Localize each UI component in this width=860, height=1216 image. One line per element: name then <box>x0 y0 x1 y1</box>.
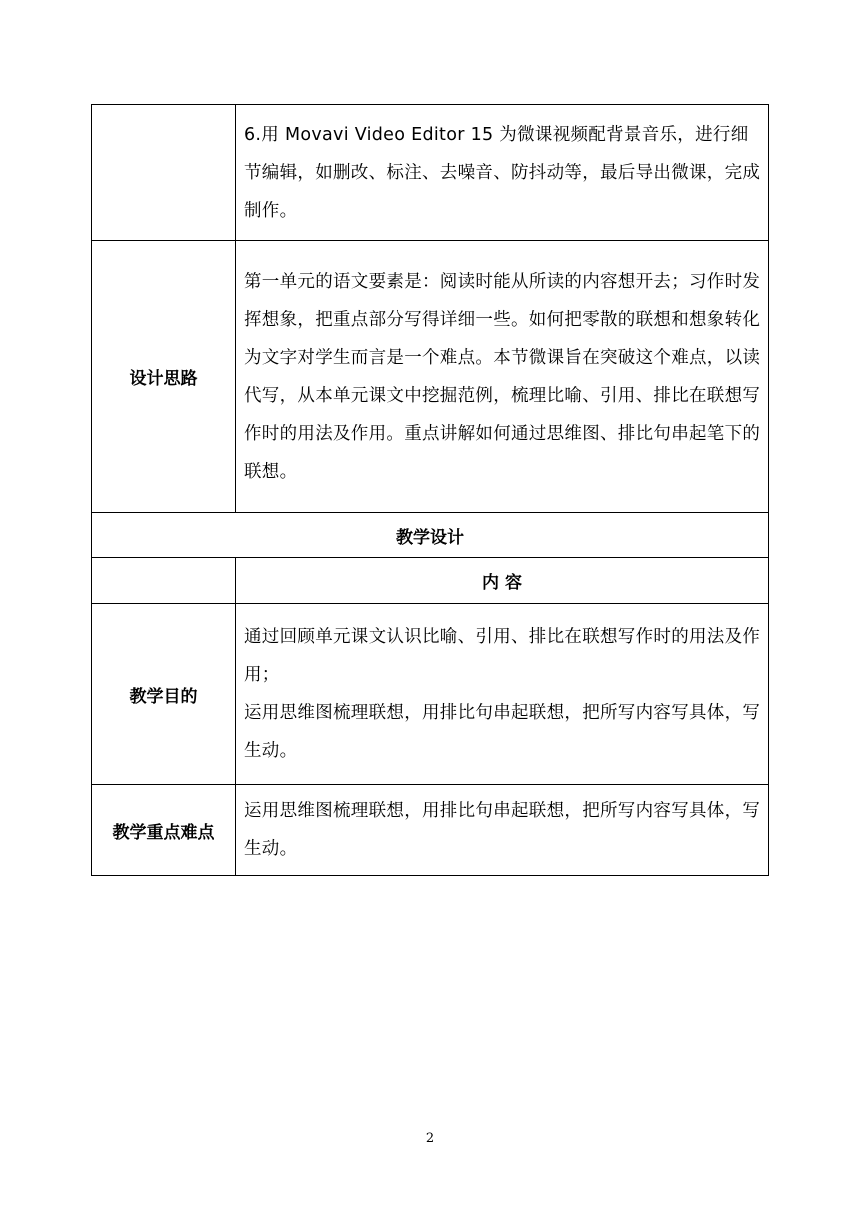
table-row-content-header <box>92 558 769 604</box>
editing-step-content <box>236 105 769 241</box>
lesson-plan-table <box>91 104 769 876</box>
design-idea-content <box>236 241 769 513</box>
table-row-key-difficulty <box>92 785 769 876</box>
content-header-empty-cell <box>92 558 236 604</box>
teaching-goal-text-1: 通过回顾单元课文认识比喻、引用、排比在联想写作时的用法及作用； <box>244 627 761 685</box>
table-row-teaching-goal <box>92 604 769 785</box>
row-label-empty <box>92 105 236 241</box>
teaching-goal-content <box>236 604 769 785</box>
key-difficulty-text: 运用思维图梳理联想，用排比句串起联想，把所写内容写具体，写生动。 <box>244 801 761 859</box>
section-header: 教学设计 <box>92 513 769 558</box>
teaching-goal-label: 教学目的 <box>92 604 236 785</box>
content-header: 内 容 <box>236 558 769 604</box>
table-row-design-idea <box>92 241 769 513</box>
design-idea-label: 设计思路 <box>92 241 236 513</box>
editing-step-text: 6.用 Movavi Video Editor 15 为微课视频配背景音乐，进行细节编辑，如删改、标注、去噪音、防抖动等，最后导出微课，完成制作。 <box>244 124 761 221</box>
page-number: 2 <box>425 1131 435 1146</box>
key-difficulty-label: 教学重点难点 <box>92 785 236 876</box>
teaching-goal-text-2: 运用思维图梳理联想，用排比句串起联想，把所写内容写具体，写生动。 <box>244 703 761 761</box>
table-row-section-header <box>92 513 769 558</box>
table-row-editing-step <box>92 105 769 241</box>
key-difficulty-content <box>236 785 769 876</box>
design-idea-text: 第一单元的语文要素是：阅读时能从所读的内容想开去；习作时发挥想象，把重点部分写得详细一些。如何把零散的联想和想象转化为文字对学生而言是一个难点。本节微课旨在突破这个难点，以读代写，从本单元课文中挖掘范例，梳理比喻、引用、排比在联想写作时的用法及作用。重点讲解如何通过思维图、排比句串起笔下的联想。 <box>244 271 761 482</box>
